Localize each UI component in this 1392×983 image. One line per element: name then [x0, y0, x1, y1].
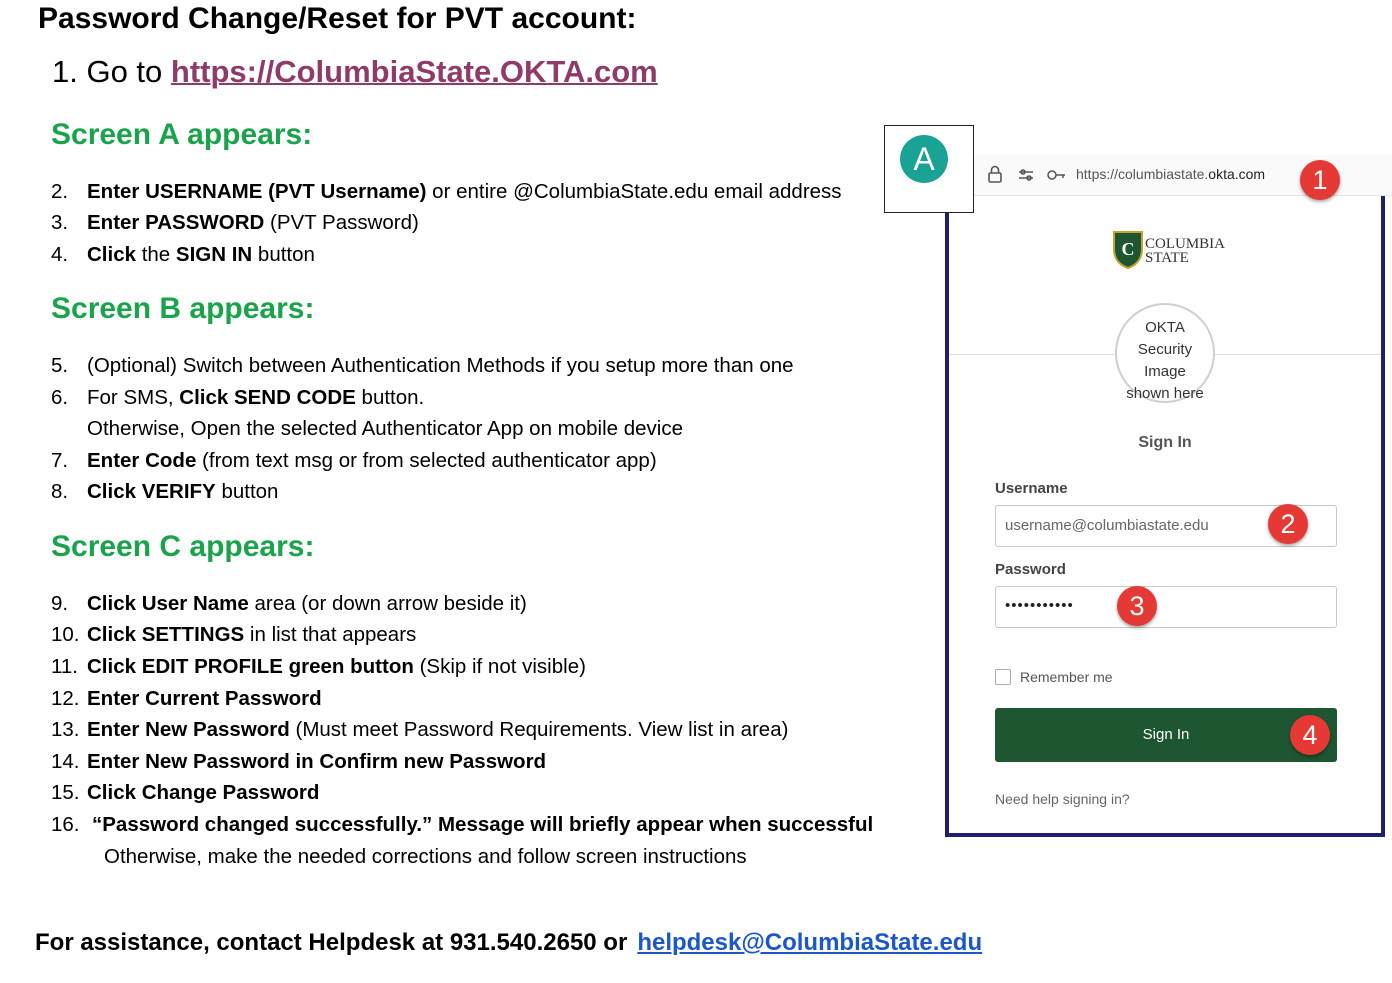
goto-line [52, 54, 658, 90]
helpdesk-email-link[interactable]: helpdesk@ColumbiaState.edu [637, 929, 983, 956]
remember-me-checkbox[interactable] [995, 669, 1011, 685]
section-a-heading: Screen A appears: [51, 118, 313, 151]
goto-prefix: 1. Go to [52, 54, 171, 89]
okta-link[interactable]: https://ColumbiaState.OKTA.com [170, 54, 658, 89]
settings-sliders-icon [1019, 170, 1033, 180]
lock-icon [989, 167, 1001, 183]
footer-contact: For assistance, contact Helpdesk at 931.540.2650 or helpdesk@ColumbiaState.edu [35, 929, 983, 956]
page-title: Password Change/Reset for PVT account: [38, 2, 637, 35]
callout-a: A [900, 135, 948, 183]
key-icon [1048, 171, 1065, 179]
columbia-shield-icon [1112, 229, 1144, 269]
section-c-heading: Screen C appears: [51, 530, 315, 563]
security-image: OKTA Security Image shown here [1115, 303, 1215, 403]
badge-2: 2 [1268, 504, 1308, 544]
svg-text:C: C [1121, 239, 1135, 259]
need-help-link[interactable]: Need help signing in? [995, 791, 1130, 807]
sign-in-button[interactable]: Sign In [995, 708, 1337, 762]
columbia-state-logo-text: COLUMBIA STATE [1145, 236, 1226, 266]
remember-me-label: Remember me [1020, 669, 1113, 685]
browser-icons [986, 164, 1066, 186]
badge-1: 1 [1300, 160, 1340, 200]
section-b-heading: Screen B appears: [51, 292, 315, 325]
username-input[interactable]: username@columbiastate.edu [995, 505, 1337, 547]
password-label: Password [995, 561, 1066, 578]
badge-3: 3 [1117, 586, 1157, 626]
signin-heading: Sign In [1138, 434, 1192, 451]
password-input[interactable]: ••••••••••• [995, 586, 1337, 628]
username-label: Username [995, 480, 1068, 497]
browser-url[interactable]: https://columbiastate.okta.com [1076, 166, 1266, 182]
badge-4: 4 [1290, 715, 1330, 755]
